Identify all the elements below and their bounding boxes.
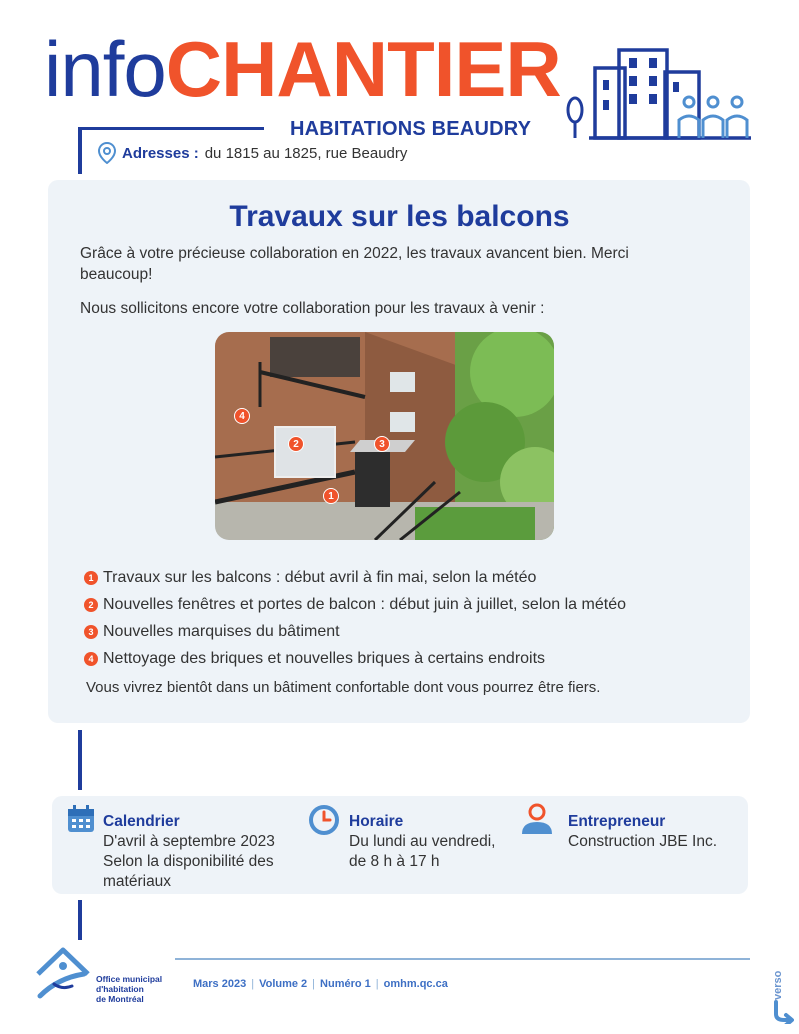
timeline-line-top <box>78 127 82 174</box>
address-label: Adresses : <box>122 144 199 162</box>
masthead <box>44 25 561 113</box>
calendar-icon <box>66 804 96 834</box>
calendar-line: D'avril à septembre 2023 <box>103 833 275 850</box>
photo-marker-2: 2 <box>288 436 304 452</box>
calendar-line: Selon la disponibilité des <box>103 853 274 870</box>
request-paragraph: Nous sollicitons encore votre collaboration pour les travaux à venir : <box>80 300 545 317</box>
timeline-line-bottom <box>78 900 82 940</box>
main-title: Travaux sur les balcons <box>229 200 570 233</box>
footer-rule <box>175 958 750 960</box>
step-number: 4 <box>84 652 98 666</box>
list-item <box>84 591 626 618</box>
omhm-logo-icon <box>34 944 92 1002</box>
contractor-heading: Entrepreneur <box>568 813 666 830</box>
closing-paragraph: Vous vivrez bientôt dans un bâtiment confortable dont vous pourrez être fiers. <box>86 679 601 696</box>
photo-marker-3: 3 <box>374 436 390 452</box>
list-item <box>84 564 626 591</box>
photo-marker-4: 4 <box>234 408 250 424</box>
separator: | <box>251 978 255 990</box>
step-text: Nouvelles marquises du bâtiment <box>103 622 340 640</box>
separator: | <box>375 978 379 990</box>
photo-marker-1: 1 <box>323 488 339 504</box>
org-line: Office municipal <box>96 974 163 984</box>
step-number: 3 <box>84 625 98 639</box>
location-pin-icon <box>98 142 116 164</box>
contractor-block <box>568 812 717 852</box>
timeline-line-middle <box>78 730 82 790</box>
masthead-chantier: CHANTIER <box>165 25 561 113</box>
work-steps-list <box>84 564 626 672</box>
person-icon <box>520 802 554 836</box>
building-photo <box>215 332 554 540</box>
hours-line: de 8 h à 17 h <box>349 853 440 870</box>
organization-name <box>96 974 176 1004</box>
issue-date: Mars 2023 <box>193 978 247 990</box>
header-rule <box>78 127 264 130</box>
intro-paragraph: Grâce à votre précieuse collaboration en 2022, les travaux avancent bien. Merci beaucoup! <box>80 245 629 283</box>
project-name: HABITATIONS BEAUDRY <box>290 118 532 140</box>
address-value: du 1815 au 1825, rue Beaudry <box>204 144 408 162</box>
org-line: d'habitation <box>96 984 144 994</box>
address-line <box>98 142 407 164</box>
hours-heading: Horaire <box>349 813 404 830</box>
website-link[interactable]: omhm.qc.ca <box>383 978 448 990</box>
calendar-block <box>103 812 275 892</box>
list-item <box>84 618 626 645</box>
step-number: 1 <box>84 571 98 585</box>
org-line: de Montréal <box>96 994 144 1004</box>
step-number: 2 <box>84 598 98 612</box>
verso-label: verso <box>772 970 784 1000</box>
masthead-info: info <box>44 25 166 113</box>
contractor-line: Construction JBE Inc. <box>568 833 718 850</box>
city-buildings-icon <box>565 44 755 140</box>
issue-info <box>193 978 448 990</box>
step-text: Nouvelles fenêtres et portes de balcon : début juin à juillet, selon la météo <box>103 595 626 613</box>
hours-line: Du lundi au vendredi, <box>349 833 496 850</box>
step-text: Travaux sur les balcons : début avril à fin mai, selon la météo <box>103 568 537 586</box>
separator: | <box>312 978 316 990</box>
calendar-heading: Calendrier <box>103 813 180 830</box>
issue-volume: Volume 2 <box>259 978 308 990</box>
hours-block <box>349 812 496 872</box>
clock-icon <box>308 804 340 836</box>
issue-number: Numéro 1 <box>320 978 371 990</box>
calendar-line: matériaux <box>103 873 172 890</box>
step-text: Nettoyage des briques et nouvelles briques à certains endroits <box>103 649 546 667</box>
list-item <box>84 645 626 672</box>
